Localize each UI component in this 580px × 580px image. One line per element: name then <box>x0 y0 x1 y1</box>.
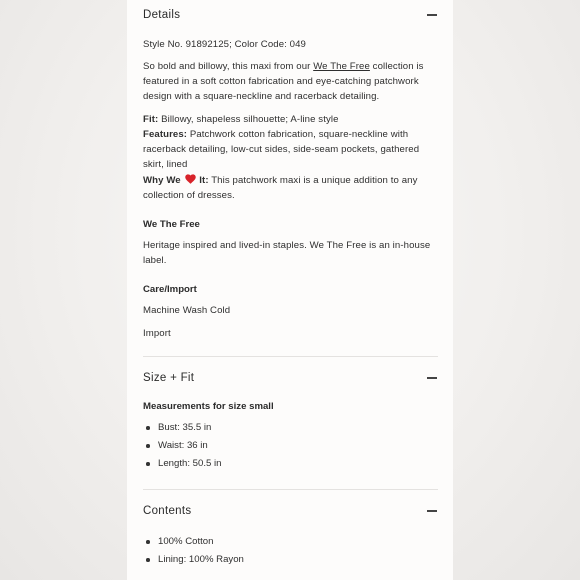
collapse-minus-icon[interactable] <box>427 377 437 378</box>
fit-text: Billowy, shapeless silhouette; A-line style <box>158 114 339 125</box>
fit-line <box>143 112 438 127</box>
brand-heading: We The Free <box>143 219 200 230</box>
list-item: 100% Cotton <box>143 533 438 551</box>
we-the-free-link[interactable]: We The Free <box>313 61 370 72</box>
description-text-start: So bold and billowy, this maxi from our <box>143 61 314 72</box>
collapse-minus-icon[interactable] <box>427 510 437 511</box>
contents-title: Contents <box>143 505 192 517</box>
heart-icon <box>185 174 196 184</box>
size-fit-section-header[interactable] <box>143 363 438 393</box>
contents-list <box>143 533 438 569</box>
care-import: Import <box>143 328 171 339</box>
why-label-end: It: <box>199 175 209 186</box>
fit-label: Fit: <box>143 114 159 125</box>
description-text-end: collection is featured in a soft cotton fabrication and eye-catching patchwork design with a square-neckline and racerback detailing. <box>143 61 424 103</box>
features-line <box>143 127 438 173</box>
care-wash: Machine Wash Cold <box>143 305 231 316</box>
details-section-header[interactable] <box>143 0 438 30</box>
contents-section-header[interactable] <box>143 496 438 526</box>
features-label: Features: <box>143 129 188 140</box>
list-item: Length: 50.5 in <box>143 455 438 473</box>
brand-description: Heritage inspired and lived-in staples. We The Free is an in-house label. <box>143 240 431 267</box>
why-text: This patchwork maxi is a unique addition to any collection of dresses. <box>143 175 418 202</box>
collapse-minus-icon[interactable] <box>427 14 437 15</box>
size-fit-title: Size + Fit <box>143 372 195 384</box>
list-item: Lining: 100% Rayon <box>143 551 438 569</box>
measurements-heading: Measurements for size small <box>143 401 274 412</box>
list-item: Waist: 36 in <box>143 437 438 455</box>
product-description <box>143 59 438 105</box>
why-label-start: Why We <box>143 175 181 186</box>
list-item: Bust: 35.5 in <box>143 419 438 437</box>
details-title: Details <box>143 9 181 21</box>
why-we-love-it-line <box>143 173 438 203</box>
product-info-panel <box>127 0 453 580</box>
care-heading: Care/Import <box>143 284 197 295</box>
section-divider <box>143 489 438 490</box>
section-divider <box>143 356 438 357</box>
measurements-list <box>143 419 438 473</box>
features-text: Patchwork cotton fabrication, square-neckline with racerback detailing, low-cut sides, side-seam pockets, gathered skirt, lined <box>143 129 420 171</box>
style-number: Style No. 91892125; Color Code: 049 <box>143 39 306 50</box>
